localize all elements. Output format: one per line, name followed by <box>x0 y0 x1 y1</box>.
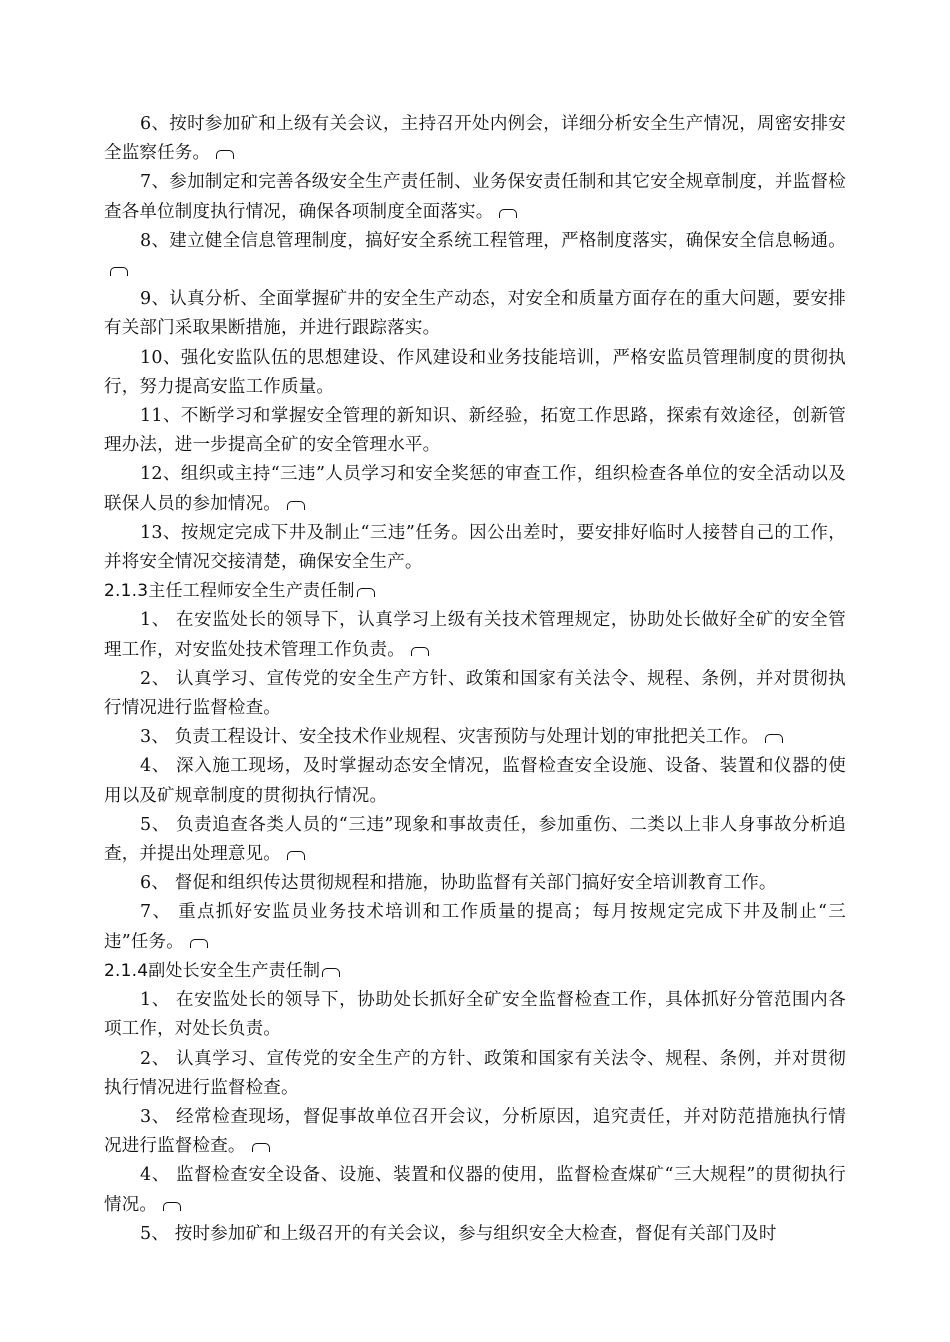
list-item-text: 5、 按时参加矿和上级召开的有关会议，参与组织安全大检查，督促有关部门及时 <box>140 1223 777 1244</box>
list-item-text: 12、组织或主持“三违”人员学习和安全奖惩的审查工作，组织检查各单位的安全活动以及联保人员的参加情况。 <box>104 464 846 514</box>
paragraph-mark-icon <box>287 501 305 510</box>
list-item-text: 2、 认真学习、宣传党的安全生产的方针、政策和国家有关法令、规程、条例，并对贯彻执行情况进行监督检查。 <box>104 1048 846 1098</box>
list-item <box>104 986 846 1044</box>
list-item <box>104 285 846 343</box>
list-item-text: 6、 督促和组织传达贯彻规程和措施，协助监督有关部门搞好安全培训教育工作。 <box>140 873 777 894</box>
paragraph-mark-icon <box>499 209 517 218</box>
list-item-text: 11、不断学习和掌握安全管理的新知识、新经验，拓宽工作思路，探索有效途径，创新管理办法，进一步提高全矿的安全管理水平。 <box>104 406 846 456</box>
section-heading-2-1-3: 2.1.3主任工程师安全生产责任制 <box>104 577 846 606</box>
list-item <box>104 227 846 285</box>
list-item-text: 10、强化安监队伍的思想建设、作风建设和业务技能培训，严格安监员管理制度的贯彻执行，努力提高安监工作质量。 <box>104 347 846 397</box>
section-deputy-director-list <box>104 986 846 1249</box>
paragraph-mark-icon <box>357 588 375 597</box>
list-item-text: 1、 在安监处长的领导下，协助处长抓好全矿安全监督检查工作，具体抓好分管范围内各项工作，对处长负责。 <box>104 990 846 1040</box>
list-item-text: 3、 负责工程设计、安全技术作业规程、灾害预防与处理计划的审批把关工作。 <box>140 727 759 748</box>
list-item <box>104 1045 846 1103</box>
list-item <box>104 869 846 898</box>
list-item <box>104 898 846 956</box>
list-item <box>104 168 846 226</box>
paragraph-mark-icon <box>411 647 429 656</box>
paragraph-mark-icon <box>322 968 340 977</box>
list-item <box>104 1103 846 1161</box>
list-item <box>104 344 846 402</box>
list-item-text: 1、 在安监处长的领导下，认真学习上级有关技术管理规定，协助处长做好全矿的安全管理工作，对安监处技术管理工作负责。 <box>104 610 846 660</box>
paragraph-mark-icon <box>252 1143 270 1152</box>
list-item <box>104 460 846 518</box>
list-item <box>104 723 846 752</box>
list-item <box>104 665 846 723</box>
list-item <box>104 110 846 168</box>
list-item <box>104 811 846 869</box>
list-item <box>104 519 846 577</box>
list-item-text: 8、建立健全信息管理制度，搞好安全系统工程管理，严格制度落实，确保安全信息畅通。 <box>140 230 846 251</box>
paragraph-mark-icon <box>765 734 783 743</box>
paragraph-mark-icon <box>190 939 208 948</box>
list-item <box>104 402 846 460</box>
paragraph-mark-icon <box>163 1202 181 1211</box>
list-item-text: 2、 认真学习、宣传党的安全生产方针、政策和国家有关法令、规程、条例，并对贯彻执行情况进行监督检查。 <box>104 668 846 719</box>
list-item-text: 3、 经常检查现场，督促事故单位召开会议，分析原因，追究责任，并对防范措施执行情况进行监督检查。 <box>104 1106 846 1157</box>
section-continued-list <box>104 110 846 577</box>
list-item-text: 9、认真分析、全面掌握矿井的安全生产动态，对安全和质量方面存在的重大问题，要安排有关部门采取果断措施，并进行跟踪落实。 <box>104 289 846 339</box>
list-item <box>104 752 846 810</box>
paragraph-mark-icon <box>287 851 305 860</box>
list-item-text: 7、参加制定和完善各级安全生产责任制、业务保安责任制和其它安全规章制度，并监督检查各单位制度执行情况，确保各项制度全面落实。 <box>104 172 846 222</box>
list-item-text: 7、 重点抓好安监员业务技术培训和工作质量的提高；每月按规定完成下井及制止“三违”任务。 <box>104 902 846 952</box>
list-item-text: 4、 深入施工现场，及时掌握动态安全情况，监督检查安全设施、设备、装置和仪器的使用以及矿规章制度的贯彻执行情况。 <box>104 756 846 806</box>
list-item <box>104 1220 846 1249</box>
list-item <box>104 606 846 664</box>
list-item-text: 13、按规定完成下井及制止“三违”任务。因公出差时，要安排好临时人接替自己的工作，并将安全情况交接清楚，确保安全生产。 <box>104 522 846 573</box>
paragraph-mark-icon <box>216 150 234 159</box>
paragraph-mark-icon <box>110 267 128 276</box>
list-item <box>104 1161 846 1219</box>
list-item-text: 6、按时参加矿和上级有关会议，主持召开处内例会，详细分析安全生产情况，周密安排安全监察任务。 <box>104 114 846 164</box>
list-item-text: 4、 监督检查安全设备、设施、装置和仪器的使用，监督检查煤矿“三大规程”的贯彻执行情况。 <box>104 1165 846 1215</box>
list-item-text: 5、 负责追查各类人员的“三违”现象和事故责任，参加重伤、二类以上非人身事故分析追查，并提出处理意见。 <box>104 814 846 865</box>
section-chief-engineer-list <box>104 606 846 956</box>
section-heading-2-1-4: 2.1.4副处长安全生产责任制 <box>104 957 846 986</box>
